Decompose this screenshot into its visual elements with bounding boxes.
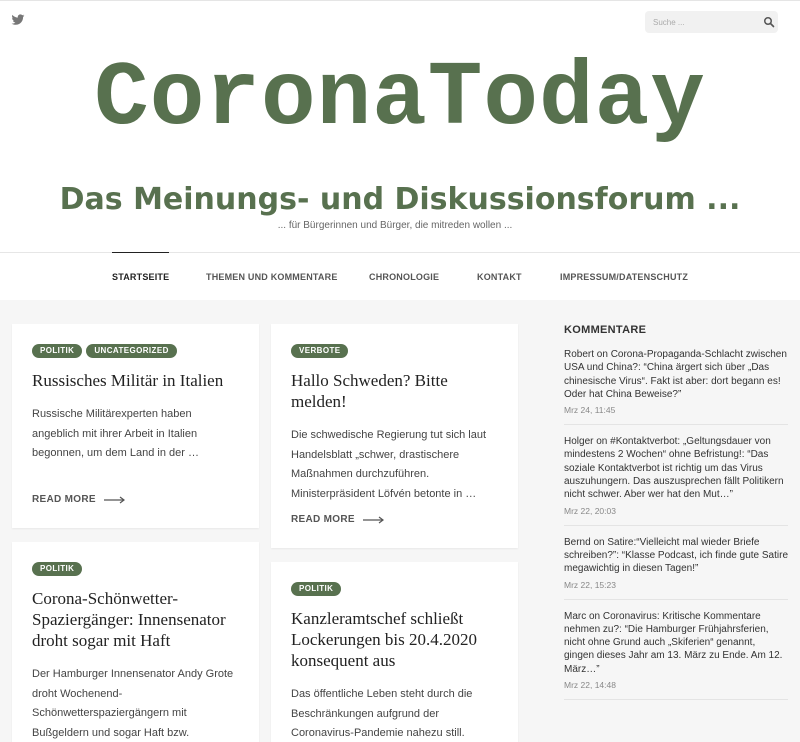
- post-excerpt: Der Hamburger Innensenator Andy Grote droht Wochenend-Schönwetterspaziergängern mit Bußgeldern und sogar Haft bzw.: [32, 668, 234, 739]
- category-tag[interactable]: POLITIK: [291, 582, 341, 596]
- nav-kontakt[interactable]: KONTAKT: [477, 272, 522, 282]
- post-title[interactable]: Hallo Schweden? Bitte melden!: [291, 371, 448, 411]
- comment-item: [564, 348, 788, 425]
- nav-startseite[interactable]: STARTSEITE: [112, 252, 169, 300]
- read-more-label: READ MORE: [32, 494, 96, 505]
- comment-date: Mrz 22, 14:48: [564, 680, 616, 691]
- post-excerpt: Die schwedische Regierung tut sich laut Handelsblatt „schwer, drastischere Maßnahmen durchzuführen. Ministerpräsident Löfvén betonte in …: [291, 429, 487, 500]
- comment-date: Mrz 22, 15:23: [564, 579, 616, 590]
- post-tags: [32, 562, 239, 578]
- site-headline: Das Meinungs- und Diskussionsforum ...: [59, 182, 741, 217]
- arrow-right-icon: [104, 496, 126, 504]
- post-card: [271, 324, 518, 548]
- comment-item: [564, 610, 788, 700]
- search-input[interactable]: [645, 11, 755, 33]
- sidebar-title: KOMMENTARE: [564, 324, 647, 336]
- comment-item: [564, 435, 788, 525]
- read-more-label: READ MORE: [291, 514, 355, 525]
- post-card: [12, 324, 259, 528]
- nav-impressum-datenschutz[interactable]: IMPRESSUM/DATENSCHUTZ: [560, 272, 689, 282]
- post-tags: [32, 344, 239, 360]
- post-tags: [291, 582, 498, 598]
- comment-item: [564, 536, 788, 600]
- main-nav: [0, 252, 800, 300]
- comment-date: Mrz 22, 20:03: [564, 505, 616, 516]
- category-tag[interactable]: POLITIK: [32, 344, 82, 358]
- comment-date: Mrz 24, 11:45: [564, 405, 616, 416]
- search-icon[interactable]: [763, 16, 775, 28]
- comment-text[interactable]: Holger on #Kontaktverbot: „Geltungsdauer von mindestens 2 Wochen“ ohne Befristung!: “Das soziale Kontaktverbot ist richtig um das Virus auszuhungern. Das auszusprechen fällt Politikern nicht schwer. Aber wer hat den Mut…”: [564, 436, 784, 501]
- comment-text[interactable]: Marc on Coronavirus: Kritische Kommentare nehmen zu?: “Die Hamburger Frühjahrsferien, nicht ohne Grund auch „Skiferien“ genannt, gingen dieses Jahr am 13. März zu Ende. Am 12. März…”: [564, 610, 783, 675]
- top-bar: [0, 0, 800, 40]
- post-title[interactable]: Russisches Militär in Italien: [32, 371, 224, 390]
- post-excerpt: Das öffentliche Leben steht durch die Beschränkungen aufgrund der Coronavirus-Pandemie nahezu still.: [291, 688, 473, 739]
- arrow-right-icon: [363, 516, 385, 524]
- post-tags: [291, 344, 498, 360]
- site-logo[interactable]: CoronaToday: [94, 48, 706, 151]
- read-more-link[interactable]: [32, 494, 126, 505]
- post-title[interactable]: Corona-Schönwetter-Spaziergänger: Innensenator droht sogar mit Haft: [32, 589, 226, 650]
- nav-themen-und-kommentare[interactable]: THEMEN UND KOMMENTARE: [206, 272, 338, 282]
- nav-chronologie[interactable]: CHRONOLOGIE: [369, 272, 440, 282]
- category-tag[interactable]: POLITIK: [32, 562, 82, 576]
- read-more-link[interactable]: [291, 514, 385, 525]
- comment-text[interactable]: Bernd on Satire:“Vielleicht mal wieder Briefe schreiben?”: “Klasse Podcast, ich finde gute Satire megawichtig in diesen Tagen!”: [564, 536, 789, 575]
- post-card: [271, 562, 518, 742]
- category-tag[interactable]: VERBOTE: [291, 344, 348, 358]
- post-card: [12, 542, 259, 742]
- search-box: [645, 11, 778, 33]
- sidebar-comments: [564, 324, 788, 710]
- twitter-icon[interactable]: [11, 13, 25, 27]
- site-tagline: ... für Bürgerinnen und Bürger, die mitreden wollen ...: [277, 220, 513, 231]
- category-tag[interactable]: UNCATEGORIZED: [86, 344, 176, 358]
- post-title[interactable]: Kanzleramtschef schließt Lockerungen bis 20.4.2020 konsequent aus: [291, 609, 478, 670]
- comment-text[interactable]: Robert on Corona-Propaganda-Schlacht zwischen USA und China?: “China ärgert sich über „Das chinesische Virus“. Fakt ist aber: dort begann es! Oder hat China Beweise?”: [564, 349, 787, 400]
- post-excerpt: Russische Militärexperten haben angeblich mit ihrer Arbeit in Italien begonnen, um dem Land in der …: [32, 408, 199, 459]
